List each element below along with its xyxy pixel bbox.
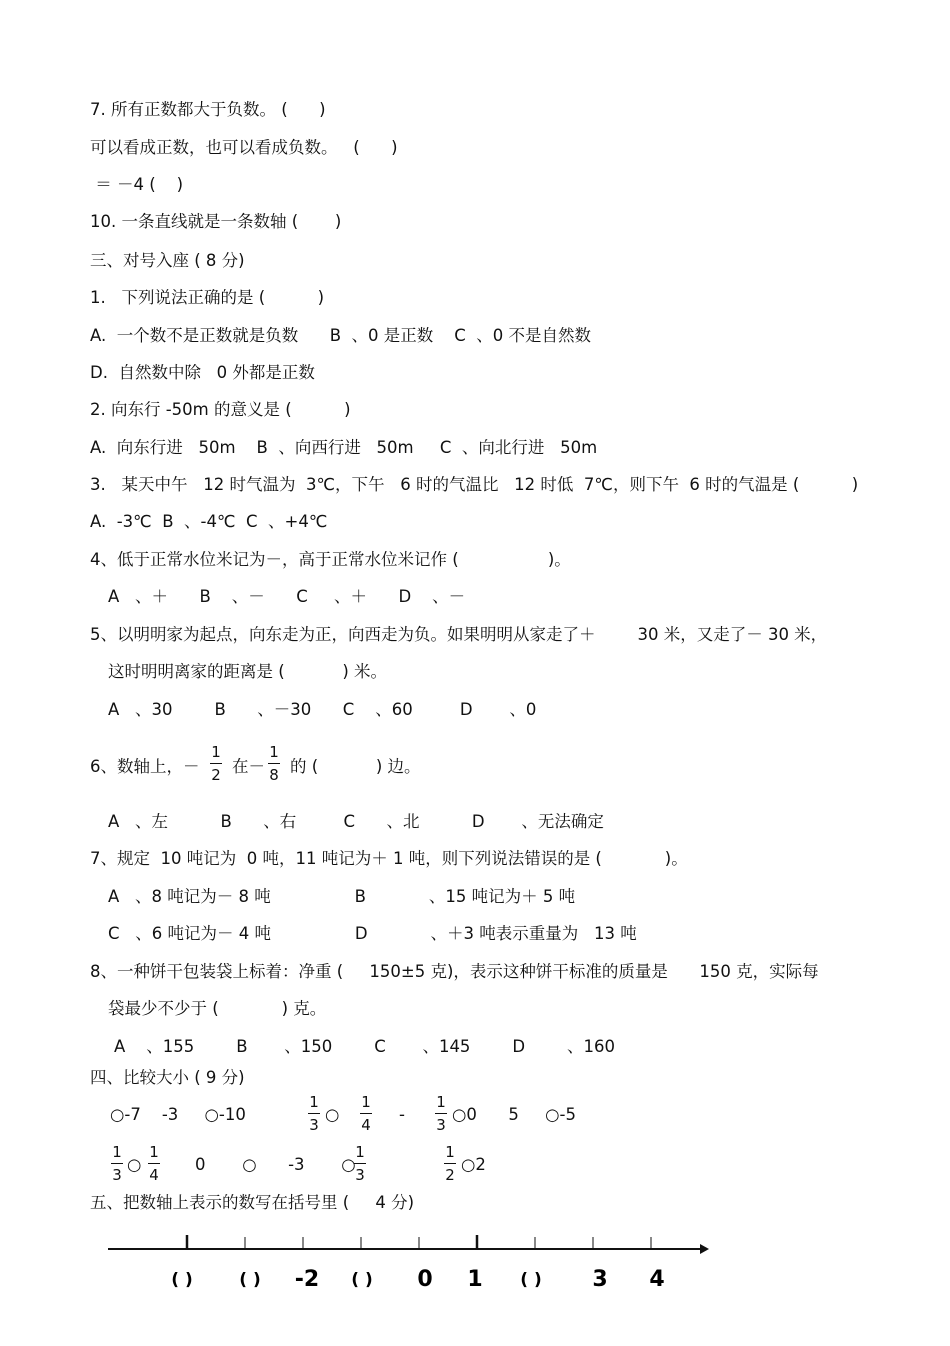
- fraction-denominator: 3: [112, 1166, 122, 1184]
- fraction-numerator: 1: [355, 1143, 365, 1161]
- fraction-bar: [444, 1163, 456, 1164]
- section5-title: 五、把数轴上表示的数写在括号里 ( 4 分): [90, 1193, 415, 1212]
- s3-q8-stem-line2: 袋最少不少于 ( ) 克。: [108, 999, 327, 1018]
- fraction-bar: [360, 1113, 372, 1114]
- s3-q5-stem-line2: 这时明明离家的距离是 ( ) 米。: [108, 662, 388, 681]
- fraction-numerator: 1: [149, 1143, 159, 1161]
- s3-q3-stem: 3. 某天中午 12 时气温为 3℃，下午 6 时的气温比 12 时低 7℃，则下午 6 时的气温是 ( ): [90, 475, 859, 494]
- s3-q8-options: A 、155 B 、150 C 、145 D 、160: [114, 1037, 616, 1056]
- number-line-label: 0: [417, 1267, 433, 1292]
- fraction-numerator: 1: [309, 1093, 319, 1111]
- number-line-label: ( ): [520, 1270, 542, 1290]
- s3-q6-fraction-1: [210, 744, 222, 784]
- fraction-bar: [435, 1113, 447, 1114]
- fraction-numerator: 1: [112, 1143, 122, 1161]
- s4-row2-part-b: ○2: [461, 1155, 486, 1174]
- s3-q8-stem-line1: 8、一种饼干包装袋上标着：净重 ( 150±5 克)，表示这种饼干标准的质量是 150 克，实际每: [90, 962, 819, 981]
- judgement-q9: ＝ －4 ( ): [90, 175, 184, 194]
- s3-q6-suffix: 的 ( ) 边。: [290, 757, 421, 776]
- number-line-label: 4: [649, 1267, 665, 1292]
- s4-row1-minus: -: [399, 1105, 405, 1124]
- fraction-numerator: 1: [361, 1093, 371, 1111]
- judgement-q7: 7. 所有正数都大于负数。 ( ): [90, 100, 326, 119]
- s4-row2-compare-circle: ○: [127, 1155, 142, 1174]
- s4-row2-part-a: 0 ○ -3 ○: [195, 1155, 356, 1174]
- judgement-q10: 10. 一条直线就是一条数轴 ( ): [90, 212, 342, 231]
- s3-q1-stem: 1. 下列说法正确的是 ( ): [90, 288, 325, 307]
- s3-q6-prefix: 6、数轴上，－: [90, 757, 200, 776]
- s3-q5-stem-line1: 5、以明明家为起点，向东走为正，向西走为负。如果明明从家走了＋ 30 米，又走了－ 30 米，: [90, 625, 828, 644]
- s4-row1-compare-circle: ○: [325, 1105, 340, 1124]
- fraction-numerator: 1: [269, 743, 279, 761]
- s4-row1-fraction-3: [435, 1094, 447, 1134]
- s3-q7-options-cd: C 、6 吨记为－ 4 吨 D 、＋3 吨表示重量为 13 吨: [108, 924, 637, 943]
- s3-q2-options: A. 向东行进 50m B 、向西行进 50m C 、向北行进 50m: [90, 438, 598, 457]
- fraction-denominator: 3: [309, 1116, 319, 1134]
- number-line-label: ( ): [171, 1270, 193, 1290]
- s3-q7-stem: 7、规定 10 吨记为 0 吨，11 吨记为＋ 1 吨，则下列说法错误的是 ( )。: [90, 849, 688, 868]
- s3-q7-options-ab: A 、8 吨记为－ 8 吨 B 、15 吨记为＋ 5 吨: [108, 887, 576, 906]
- number-line-label: ( ): [351, 1270, 373, 1290]
- fraction-denominator: 8: [269, 766, 279, 784]
- arrow-right-icon: [700, 1244, 709, 1254]
- number-line-label: 3: [592, 1267, 608, 1292]
- fraction-bar: [354, 1163, 366, 1164]
- s4-row1-fraction-1: [308, 1094, 320, 1134]
- s3-q1-option-d: D. 自然数中除 0 外都是正数: [90, 363, 315, 382]
- s4-row1-part-b: ○0 5 ○-5: [452, 1105, 576, 1124]
- s3-q6-middle: 在－: [232, 757, 265, 776]
- s4-row2-fraction-3: [354, 1144, 366, 1184]
- fraction-bar: [268, 763, 280, 764]
- fraction-numerator: 1: [211, 743, 221, 761]
- fraction-bar: [210, 763, 222, 764]
- number-line-label: ( ): [239, 1270, 261, 1290]
- s3-q6-options: A 、左 B 、右 C 、北 D 、无法确定: [108, 812, 604, 831]
- fraction-bar: [308, 1113, 320, 1114]
- judgement-q8: 可以看成正数，也可以看成负数。 ( ): [90, 138, 398, 157]
- s3-q3-options: A. -3℃ B 、-4℃ C 、+4℃: [90, 512, 328, 531]
- s3-q4-stem: 4、低于正常水位米记为－，高于正常水位米记作 ( )。: [90, 550, 571, 569]
- s3-q4-options: A 、＋ B 、－ C 、＋ D 、－: [108, 587, 466, 606]
- fraction-denominator: 3: [355, 1166, 365, 1184]
- s4-row2-fraction-1: [111, 1144, 123, 1184]
- fraction-numerator: 1: [445, 1143, 455, 1161]
- fraction-denominator: 3: [436, 1116, 446, 1134]
- fraction-bar: [111, 1163, 123, 1164]
- s3-q2-stem: 2. 向东行 -50m 的意义是 ( ): [90, 400, 351, 419]
- number-line: [0, 1225, 950, 1300]
- s4-row2-fraction-2: [148, 1144, 160, 1184]
- fraction-numerator: 1: [436, 1093, 446, 1111]
- s3-q6-fraction-2: [268, 744, 280, 784]
- number-line-label: -2: [294, 1267, 320, 1292]
- s4-row1-part-a: ○-7 -3 ○-10: [110, 1105, 246, 1124]
- s4-row2-fraction-4: [444, 1144, 456, 1184]
- fraction-bar: [148, 1163, 160, 1164]
- fraction-denominator: 2: [445, 1166, 455, 1184]
- fraction-denominator: 4: [361, 1116, 371, 1134]
- s3-q5-options: A 、30 B 、－30 C 、60 D 、0: [108, 700, 537, 719]
- number-line-label: 1: [467, 1267, 483, 1292]
- s4-row1-fraction-2: [360, 1094, 372, 1134]
- fraction-denominator: 2: [211, 766, 221, 784]
- section4-title: 四、比较大小 ( 9 分): [90, 1068, 245, 1087]
- fraction-denominator: 4: [149, 1166, 159, 1184]
- s3-q1-options-abc: A. 一个数不是正数就是负数 B 、0 是正数 C 、0 不是自然数: [90, 326, 591, 345]
- section3-title: 三、对号入座 ( 8 分): [90, 251, 245, 270]
